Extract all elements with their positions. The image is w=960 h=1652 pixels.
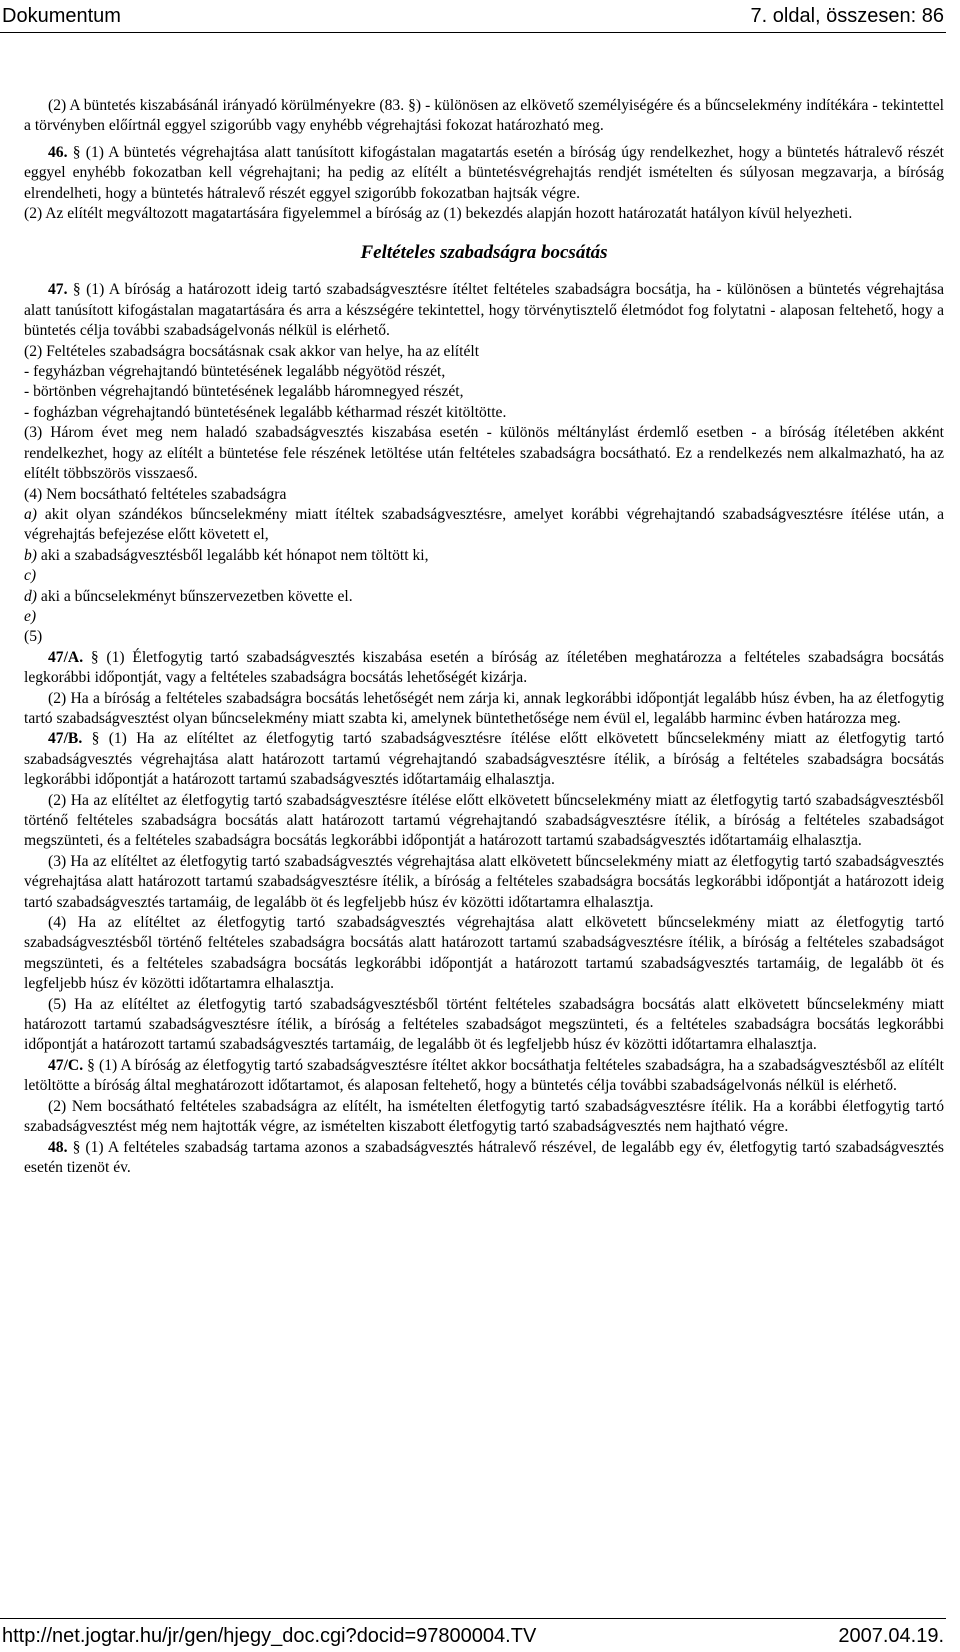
list-item: - börtönben végrehajtandó büntetésének legalább háromnegyed részét, — [24, 383, 464, 401]
section-46-paragraph-2: (2) Az elítélt megváltozott magatartására figyelemmel a bíróság az (1) bekezdés alapján hozott határozatát hatályon kívül helyezheti. — [24, 205, 853, 223]
item-label: d) — [24, 587, 37, 605]
item-label: c) — [24, 567, 37, 585]
section-number: 47/C. — [48, 1056, 84, 1074]
page-header — [0, 2, 960, 36]
item-label: e) — [24, 607, 37, 625]
page-footer — [0, 1618, 960, 1648]
item-text: aki a szabadságvesztésből legalább két hónapot nem töltött ki, — [37, 546, 429, 564]
paragraph: (2) A büntetés kiszabásánál irányadó körülményekre (83. §) - különösen az elkövető személyiségére és a bűncselekmény indítékára - tekintettel a törvényben előírtnál eggyel szigorúbb vagy enyhébb végrehajtási fokozat határozható meg. — [24, 97, 944, 135]
header-divider — [0, 32, 946, 33]
section-47b-paragraph-2: (2) Ha az elítéltet az életfogytig tartó szabadságvesztésre ítélése előtt elkövetett bűncselekmény miatt az életfogytig tartó szabadságvesztésből történő feltételes szabadságra bocsátás alatt határozott tartamú végrehajtandó szabadságvesztésre ítélik, a bíróság a feltételes szabadságot megszünteti, és a feltételes szabadságra bocsátás legkorábbi időpontját a határozott tartamú szabadságvesztés időtartamáig elhalasztja. — [24, 791, 944, 850]
item-text: aki a bűncselekményt bűnszervezetben követte el. — [37, 587, 353, 605]
section-title: Feltételes szabadságra bocsátás — [360, 242, 608, 264]
page-counter: 7. oldal, összesen: 86 — [750, 5, 944, 27]
section-46-paragraph-1 — [24, 143, 944, 204]
section-47a-paragraph-2: (2) Ha a bíróság a feltételes szabadságra bocsátás lehetőségét nem zárja ki, annak legkorábbi időpontját legalább húsz évben, ha az életfogytig tartó szabadságvesztést olyan bűncselekmény miatt szabta ki, amelynek büntethetősége nem évül el, legalább harminc évben határozza meg. — [24, 689, 944, 727]
section-47b-paragraph-5: (5) Ha az elítéltet az életfogytig tartó szabadságvesztésből történt feltételes szabadságra bocsátás alatt elkövetett bűncselekmény miatt határozott tartamú szabadságvesztésre ítélik, a bíróság a feltételes szabadságot megszünteti, és a feltételes szabadságra bocsátás legkorábbi időpontját a határozott tartamú szabadságvesztés tartamáig, de legalább öt és legfeljebb húsz év közötti időtartamra elhalasztja. — [24, 995, 944, 1054]
section-47-paragraph-1 — [24, 280, 944, 341]
footer-divider — [0, 1618, 946, 1619]
section-47-paragraph-5: (5) — [24, 628, 43, 646]
paragraph-text: § (1) A bíróság az életfogytig tartó szabadságvesztésre ítéltet akkor bocsáthatja feltételes szabadságra, ha a szabadságvesztésből az elítélt letöltötte a bíróság által meghatározott időtartamot, és alaposan feltehető, hogy a büntetés célja további szabadságelvonás nélkül is elérhető. — [24, 1056, 944, 1095]
item-label: a) — [24, 505, 37, 523]
section-number: 47. — [48, 281, 68, 299]
section-48-paragraph-1 — [24, 1138, 944, 1179]
list-item-e — [24, 607, 944, 627]
section-number: 46. — [48, 143, 68, 161]
section-47-paragraph-4: (4) Nem bocsátható feltételes szabadságra — [24, 485, 287, 503]
paragraph-text: § (1) Életfogytig tartó szabadságvesztés kiszabása esetén a bíróság az ítéletében meghatározza a feltételes szabadságra bocsátás legkorábbi időpontját, vagy a feltételes szabadságra bocsátás lehetőségét kizárja. — [24, 648, 944, 687]
print-date: 2007.04.19. — [838, 1625, 944, 1647]
section-47b-paragraph-1 — [24, 729, 944, 790]
list-item: - fogházban végrehajtandó büntetésének legalább kétharmad részét kitöltötte. — [24, 403, 507, 421]
list-item: - fegyházban végrehajtandó büntetésének legalább négyötöd részét, — [24, 363, 446, 381]
paragraph-text: § (1) A bíróság a határozott ideig tartó szabadságvesztésre ítéltet feltételes szabadságra bocsátja, ha - különösen a büntetés végrehajtása alatt tanúsított kifogástalan magatartására és arra a készségére tekintettel, hogy törvénytisztelő életmódot fog folytatni - alaposan feltehető, hogy a büntetés célja további szabadságelvonás nélkül is elérhető. — [24, 281, 944, 340]
section-47-paragraph-2: (2) Feltételes szabadságra bocsátásnak csak akkor van helye, ha az elítélt — [24, 342, 480, 360]
section-number: 47/B. — [48, 730, 83, 748]
source-url: http://net.jogtar.hu/jr/gen/hjegy_doc.cgi?docid=97800004.TV — [2, 1625, 537, 1647]
list-item-c — [24, 566, 944, 586]
section-47b-paragraph-4: (4) Ha az elítéltet az életfogytig tartó szabadságvesztés végrehajtása alatt elkövetett bűncselekmény miatt az életfogytig tartó szabadságvesztésből történő feltételes szabadságra bocsátás alatt határozott tartamú szabadságvesztésre ítélik, a bíróság a feltételes szabadságot megszünteti, és a feltételes szabadságra bocsátás legkorábbi időpontját a határozott tartamú szabadságvesztés tartamáig, de legalább öt és legfeljebb húsz év közötti időtartamra elhalasztja. — [24, 914, 944, 993]
section-47a-paragraph-1 — [24, 648, 944, 689]
list-item-a — [24, 505, 944, 546]
section-47c-paragraph-1 — [24, 1056, 944, 1097]
document-body — [24, 96, 944, 1178]
section-47c-paragraph-2: (2) Nem bocsátható feltételes szabadságra az elítélt, ha ismételten életfogytig tartó szabadságvesztésre ítélik. Ha a korábbi életfogytig tartó szabadságvesztést még nem hajtották végre, az ismételten kiszabott életfogytig tartó szabadságvesztés nem hajtható végre. — [24, 1097, 944, 1136]
document-label: Dokumentum — [2, 5, 121, 27]
paragraph-text: § (1) Ha az elítéltet az életfogytig tartó szabadságvesztésre ítélése előtt elkövetett bűncselekmény miatt az életfogytig tartó szabadságvesztés végrehajtása alatt határozott tartamú végrehajtandó szabadságvesztésre ítélik, a bíróság a feltételes szabadságra bocsátás legkorábbi időpontját a határozott tartamú szabadságvesztés időtartamáig elhalasztja. — [24, 730, 944, 789]
item-label: b) — [24, 546, 37, 564]
section-47b-paragraph-3: (3) Ha az elítéltet az életfogytig tartó szabadságvesztés végrehajtása alatt elkövetett bűncselekmény miatt az életfogytig tartó szabadságvesztés végrehajtása alatt határozott tartamú szabadságvesztésre ítélik, a bíróság a feltételes szabadságra bocsátás legkorábbi időpontját a határozott ideig tartó szabadságvesztés tartamáig, de legalább öt és legfeljebb húsz év közötti időtartamra elhalasztja. — [24, 852, 944, 911]
paragraph-text: § (1) A büntetés végrehajtása alatt tanúsított kifogástalan magatartás esetén a bíróság úgy rendelkezhet, hogy a büntetés hátralevő részét eggyel enyhébb fokozatban kell végrehajtani; ha pedig az elítélt a büntetésvégrehajtás rendjét ismételten és súlyosan megzavarja, a bíróság elrendelheti, hogy a büntetés hátralevő részét eggyel szigorúbb fokozatban hajtsák végre. — [24, 143, 944, 202]
section-number: 47/A. — [48, 648, 84, 666]
list-item-d — [24, 587, 944, 607]
section-47-paragraph-3: (3) Három évet meg nem haladó szabadságvesztés kiszabása esetén - különös méltánylást érdemlő esetben - a bíróság ítéletében akként rendelkezhet, hogy az elítélt a büntetése fele részének letöltése után feltételes szabadságra bocsátható. Ez a rendelkezés nem alkalmazható, ha az elítélt többszörös visszaeső. — [24, 424, 944, 483]
item-text: akit olyan szándékos bűncselekmény miatt ítéltek szabadságvesztésre, amelyet korábbi végrehajtandó szabadságvesztésre ítélése után, a végrehajtás befejezése előtt követett el, — [24, 505, 944, 544]
paragraph-text: § (1) A feltételes szabadság tartama azonos a szabadságvesztés hátralevő részével, de legalább egy év, életfogytig tartó szabadságvesztés esetén tizenöt év. — [24, 1138, 944, 1176]
list-item-b — [24, 546, 944, 566]
section-number: 48. — [48, 1138, 68, 1156]
